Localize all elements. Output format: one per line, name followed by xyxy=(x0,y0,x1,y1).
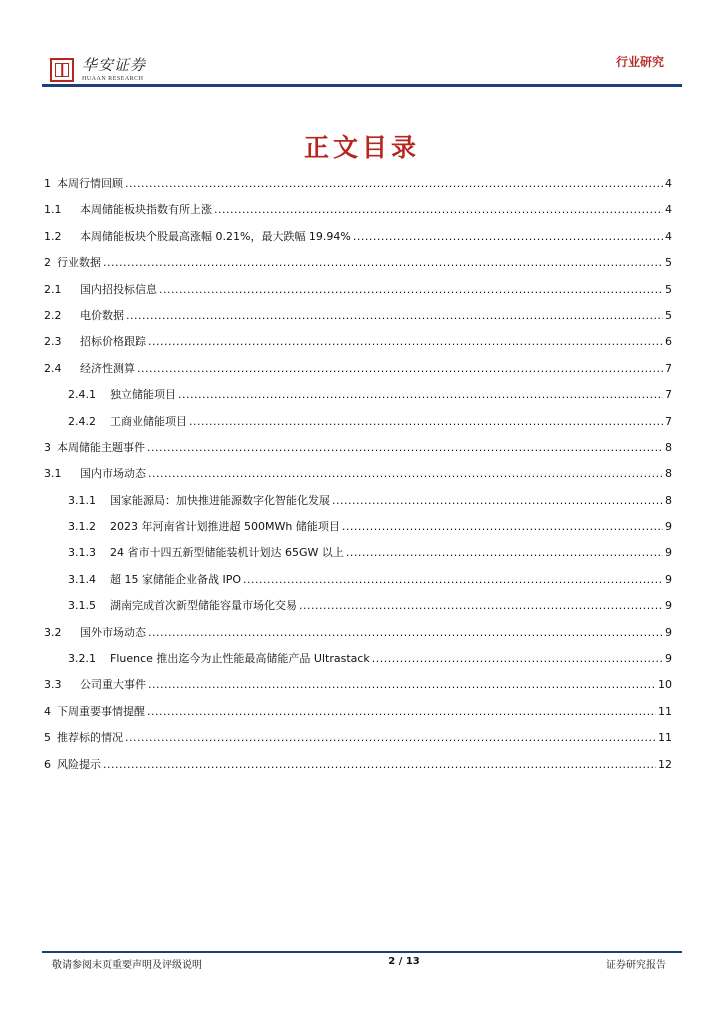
footer-disclaimer: 敬请参阅末页重要声明及评级说明 xyxy=(52,960,202,971)
toc-entry-title: 国内招投标信息 xyxy=(80,282,157,296)
toc-entry[interactable] xyxy=(44,488,672,514)
toc-entry-number: 3.1.3 xyxy=(68,546,96,560)
toc-dot-leader xyxy=(147,435,663,461)
toc-entry[interactable] xyxy=(44,224,672,250)
toc-entry-page: 9 xyxy=(665,546,672,560)
toc-entry-page: 4 xyxy=(665,203,672,217)
toc-entry-page: 9 xyxy=(665,572,672,586)
toc-dot-leader xyxy=(159,277,663,303)
toc-entry-number: 3.2 xyxy=(44,625,62,639)
toc-entry-number: 1 xyxy=(44,177,51,190)
footer xyxy=(52,956,666,971)
toc-dot-leader xyxy=(148,461,663,487)
toc-dot-leader xyxy=(332,488,663,514)
toc-entry[interactable] xyxy=(44,752,672,778)
toc-entry-page: 9 xyxy=(665,520,672,534)
toc-entry[interactable] xyxy=(44,409,672,435)
toc-dot-leader xyxy=(214,197,663,223)
toc-dot-leader xyxy=(342,514,663,540)
toc-entry-page: 8 xyxy=(665,440,672,454)
toc-entry[interactable] xyxy=(44,646,672,672)
toc-entry-number: 2.1 xyxy=(44,282,62,296)
toc-entry-page: 9 xyxy=(665,652,672,666)
toc-entry-page: 10 xyxy=(658,678,672,692)
toc-dot-leader xyxy=(178,382,663,408)
toc-entry-title: 24 省市十四五新型储能装机计划达 65GW 以上 xyxy=(110,546,344,560)
logo-name-en: HUAAN RESEARCH xyxy=(82,76,144,82)
toc-dot-leader xyxy=(346,540,663,566)
logo-name-cn: 华安证券 xyxy=(82,56,147,74)
toc-entry-page: 5 xyxy=(665,256,672,270)
toc-entry-page: 11 xyxy=(658,704,672,718)
toc-entry-title: 国家能源局：加快推进能源数字化智能化发展 xyxy=(110,493,330,507)
toc-entry[interactable] xyxy=(44,514,672,540)
toc-entry-number: 4 xyxy=(44,704,51,718)
toc-dot-leader xyxy=(125,725,656,751)
toc-dot-leader xyxy=(353,224,663,250)
toc-entry[interactable] xyxy=(44,699,672,725)
toc-dot-leader xyxy=(148,672,656,698)
toc-dot-leader xyxy=(299,593,663,619)
report-category: 行业研究 xyxy=(615,55,664,69)
toc-entry[interactable] xyxy=(44,250,672,276)
toc-entry-title: 行业数据 xyxy=(57,256,101,270)
toc-entry-number: 1.1 xyxy=(44,203,62,217)
toc-dot-leader xyxy=(137,356,663,382)
toc-entry-title: 湖南完成首次新型储能容量市场化交易 xyxy=(110,599,297,613)
toc-entry-title: 独立储能项目 xyxy=(110,388,176,402)
toc-entry-number: 1.2 xyxy=(44,229,62,243)
toc-dot-leader xyxy=(243,567,663,593)
toc-entry-title: 本周储能板块指数有所上涨 xyxy=(80,203,212,217)
company-logo xyxy=(50,58,146,82)
toc-entry[interactable] xyxy=(44,435,672,461)
toc-entry-number: 2.2 xyxy=(44,308,62,322)
toc-entry[interactable] xyxy=(44,356,672,382)
toc-dot-leader xyxy=(372,646,663,672)
toc-entry[interactable] xyxy=(44,672,672,698)
logo-text xyxy=(82,58,146,82)
toc-entry[interactable] xyxy=(44,197,672,223)
toc-entry[interactable] xyxy=(44,382,672,408)
toc-entry[interactable] xyxy=(44,725,672,751)
toc-entry-page: 8 xyxy=(665,493,672,507)
toc-dot-leader xyxy=(103,250,663,276)
toc-entry-number: 3 xyxy=(44,440,51,454)
toc-entry-page: 8 xyxy=(665,467,672,481)
toc-entry-title: 下周重要事情提醒 xyxy=(57,704,145,718)
toc-entry[interactable] xyxy=(44,277,672,303)
table-of-contents xyxy=(44,171,672,778)
toc-entry-page: 7 xyxy=(665,361,672,375)
toc-entry[interactable] xyxy=(44,171,672,197)
toc-entry-title: 国内市场动态 xyxy=(80,467,146,481)
toc-entry-number: 3.3 xyxy=(44,678,62,692)
toc-entry-page: 9 xyxy=(665,599,672,613)
toc-entry-title: 超 15 家储能企业备战 IPO xyxy=(110,572,242,586)
toc-entry-page: 6 xyxy=(665,335,672,349)
toc-entry-number: 2.4.1 xyxy=(68,388,96,402)
toc-entry-title: 2023 年河南省计划推进超 500MWh 储能项目 xyxy=(110,520,340,534)
toc-entry-title: 本周储能板块个股最高涨幅 0.21%，最大跌幅 19.94% xyxy=(80,229,351,243)
toc-entry[interactable] xyxy=(44,593,672,619)
toc-entry-page: 12 xyxy=(658,757,672,771)
toc-entry-number: 2 xyxy=(44,256,51,270)
toc-entry[interactable] xyxy=(44,461,672,487)
toc-entry-title: 国外市场动态 xyxy=(80,625,146,639)
toc-dot-leader xyxy=(103,752,656,778)
toc-entry-page: 9 xyxy=(665,625,672,639)
header-divider xyxy=(42,84,682,87)
toc-entry[interactable] xyxy=(44,329,672,355)
toc-entry-number: 6 xyxy=(44,757,51,771)
toc-entry-title: 本周储能主题事件 xyxy=(57,440,145,454)
toc-entry-number: 3.1.5 xyxy=(68,599,96,613)
toc-entry-title: 工商业储能项目 xyxy=(110,414,187,428)
toc-entry-title: 推荐标的情况 xyxy=(57,731,123,745)
toc-entry[interactable] xyxy=(44,620,672,646)
toc-entry-page: 4 xyxy=(665,177,672,190)
toc-entry-number: 2.4.2 xyxy=(68,414,96,428)
toc-entry[interactable] xyxy=(44,540,672,566)
toc-entry-title: 风险提示 xyxy=(57,757,101,771)
toc-entry-page: 5 xyxy=(665,282,672,296)
toc-entry-page: 7 xyxy=(665,388,672,402)
page-number: 2 / 13 xyxy=(388,956,420,967)
toc-dot-leader xyxy=(147,699,656,725)
toc-dot-leader xyxy=(126,303,663,329)
toc-entry-number: 3.1.1 xyxy=(68,493,96,507)
toc-entry-number: 2.3 xyxy=(44,335,62,349)
toc-entry-number: 5 xyxy=(44,731,51,745)
toc-entry-page: 7 xyxy=(665,414,672,428)
toc-entry-page: 5 xyxy=(665,308,672,322)
toc-entry[interactable] xyxy=(44,303,672,329)
toc-entry-title: Fluence 推出迄今为止性能最高储能产品 Ultrastack xyxy=(110,652,370,666)
toc-entry-title: 本周行情回顾 xyxy=(57,177,123,190)
seal-icon xyxy=(50,58,74,82)
toc-entry-number: 3.1.4 xyxy=(68,572,96,586)
footer-divider xyxy=(42,951,682,953)
footer-report-type: 证券研究报告 xyxy=(606,960,666,971)
toc-dot-leader xyxy=(125,171,663,197)
toc-entry-number: 3.2.1 xyxy=(68,652,96,666)
page-title: 正文目录 xyxy=(303,133,420,162)
toc-entry-number: 2.4 xyxy=(44,361,62,375)
toc-entry-number: 3.1 xyxy=(44,467,62,481)
toc-dot-leader xyxy=(148,620,663,646)
toc-entry-title: 公司重大事件 xyxy=(80,678,146,692)
toc-entry-title: 招标价格跟踪 xyxy=(80,335,146,349)
toc-entry[interactable] xyxy=(44,567,672,593)
toc-entry-number: 3.1.2 xyxy=(68,520,96,534)
toc-dot-leader xyxy=(148,329,663,355)
toc-entry-page: 11 xyxy=(658,731,672,745)
toc-entry-title: 电价数据 xyxy=(80,308,124,322)
toc-entry-title: 经济性测算 xyxy=(80,361,135,375)
toc-dot-leader xyxy=(189,409,663,435)
toc-entry-page: 4 xyxy=(665,229,672,243)
